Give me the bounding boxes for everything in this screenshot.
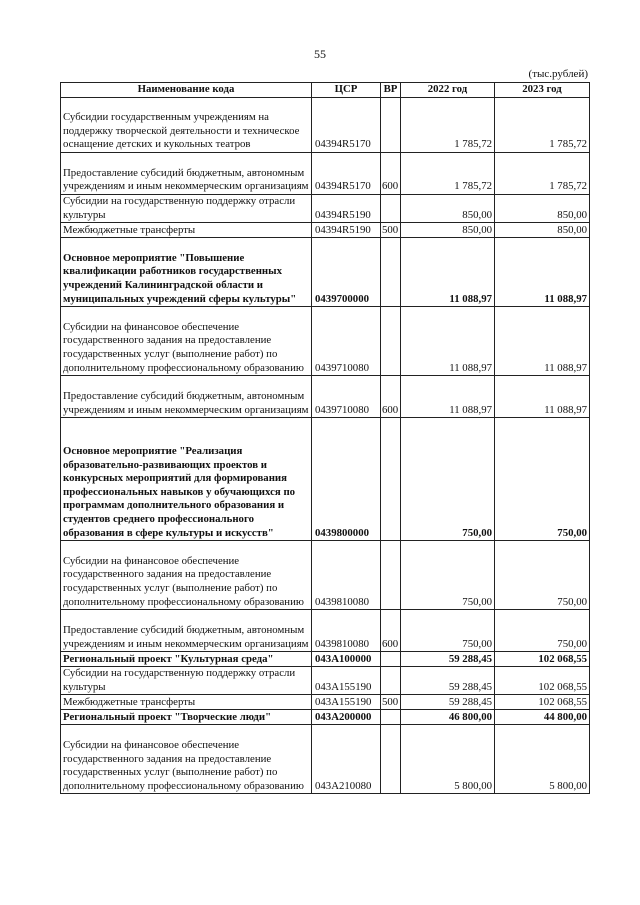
- table-row: [61, 652, 590, 667]
- row-name-cell: Субсидии на государственную поддержку отрасли культуры: [61, 195, 312, 223]
- row-vr-cell: [381, 541, 401, 610]
- row-csr-cell: 04394R5170: [312, 153, 381, 195]
- row-2023-cell: 750,00: [495, 418, 590, 541]
- row-vr-cell: [381, 710, 401, 725]
- header-2023: 2023 год: [495, 83, 590, 98]
- table-row: [61, 710, 590, 725]
- row-2023-cell: 750,00: [495, 541, 590, 610]
- row-csr-cell: 04394R5190: [312, 223, 381, 238]
- table-header-row: [61, 83, 590, 98]
- row-2022-cell: 850,00: [401, 223, 495, 238]
- row-2023-cell: 1 785,72: [495, 153, 590, 195]
- row-vr-cell: [381, 98, 401, 153]
- row-2023-cell: 11 088,97: [495, 376, 590, 418]
- row-name-cell: Межбюджетные трансферты: [61, 223, 312, 238]
- row-vr-cell: [381, 238, 401, 307]
- table-row: [61, 695, 590, 710]
- row-2023-cell: 102 068,55: [495, 667, 590, 695]
- row-2022-cell: 750,00: [401, 418, 495, 541]
- row-name-cell: Основное мероприятие "Реализация образовательно-развивающих проектов и конкурсных мероприятий для формирования профессиональных навыков у обучающихся по программам дополнительного образования и студентов среднего профессионального образования в сфере культуры и искусств": [61, 418, 312, 541]
- row-2022-cell: 59 288,45: [401, 667, 495, 695]
- row-2023-cell: 1 785,72: [495, 98, 590, 153]
- row-2023-cell: 5 800,00: [495, 725, 590, 794]
- row-vr-cell: 500: [381, 223, 401, 238]
- row-2023-cell: 102 068,55: [495, 695, 590, 710]
- table-row: [61, 376, 590, 418]
- table-row: [61, 725, 590, 794]
- table-row: [61, 418, 590, 541]
- row-name-cell: Субсидии на финансовое обеспечение государственного задания на предоставление государственных услуг (выполнение работ) по дополнительному профессиональному образованию: [61, 307, 312, 376]
- row-2022-cell: 59 288,45: [401, 652, 495, 667]
- page-number: 55: [314, 47, 326, 61]
- table-row: [61, 98, 590, 153]
- row-vr-cell: 600: [381, 153, 401, 195]
- row-2022-cell: 750,00: [401, 541, 495, 610]
- row-2022-cell: 850,00: [401, 195, 495, 223]
- row-2023-cell: 11 088,97: [495, 307, 590, 376]
- header-csr: ЦСР: [312, 83, 381, 98]
- row-name-cell: Субсидии на финансовое обеспечение государственного задания на предоставление государственных услуг (выполнение работ) по дополнительному профессиональному образованию: [61, 541, 312, 610]
- row-name-cell: Предоставление субсидий бюджетным, автономным учреждениям и иным некоммерческим организациям: [61, 153, 312, 195]
- row-name-cell: Основное мероприятие "Повышение квалификации работников государственных учреждений Калининградской области и муниципальных учреждений сферы культуры": [61, 238, 312, 307]
- row-2023-cell: 44 800,00: [495, 710, 590, 725]
- row-2022-cell: 59 288,45: [401, 695, 495, 710]
- row-2023-cell: 850,00: [495, 223, 590, 238]
- row-name-cell: Региональный проект "Культурная среда": [61, 652, 312, 667]
- row-vr-cell: [381, 307, 401, 376]
- table-row: [61, 153, 590, 195]
- row-csr-cell: 0439800000: [312, 418, 381, 541]
- row-csr-cell: 0439810080: [312, 610, 381, 652]
- row-2023-cell: 102 068,55: [495, 652, 590, 667]
- table-row: [61, 238, 590, 307]
- row-vr-cell: [381, 195, 401, 223]
- row-2022-cell: 11 088,97: [401, 238, 495, 307]
- row-name-cell: Региональный проект "Творческие люди": [61, 710, 312, 725]
- header-vr: ВР: [381, 83, 401, 98]
- row-vr-cell: [381, 418, 401, 541]
- row-csr-cell: 0439710080: [312, 376, 381, 418]
- row-name-cell: Предоставление субсидий бюджетным, автономным учреждениям и иным некоммерческим организациям: [61, 610, 312, 652]
- table-row: [61, 307, 590, 376]
- row-2022-cell: 46 800,00: [401, 710, 495, 725]
- table-row: [61, 610, 590, 652]
- row-csr-cell: 0439700000: [312, 238, 381, 307]
- units-label: (тыс.рублей): [528, 68, 588, 80]
- row-2022-cell: 11 088,97: [401, 307, 495, 376]
- table-row: [61, 195, 590, 223]
- row-2023-cell: 11 088,97: [495, 238, 590, 307]
- row-2022-cell: 11 088,97: [401, 376, 495, 418]
- row-vr-cell: [381, 652, 401, 667]
- header-2022: 2022 год: [401, 83, 495, 98]
- row-name-cell: Субсидии государственным учреждениям на поддержку творческой деятельности и техническое оснащение детских и кукольных театров: [61, 98, 312, 153]
- row-name-cell: Межбюджетные трансферты: [61, 695, 312, 710]
- row-name-cell: Субсидии на государственную поддержку отрасли культуры: [61, 667, 312, 695]
- row-vr-cell: 600: [381, 610, 401, 652]
- row-vr-cell: 500: [381, 695, 401, 710]
- row-vr-cell: 600: [381, 376, 401, 418]
- row-csr-cell: 0439810080: [312, 541, 381, 610]
- row-csr-cell: 043A100000: [312, 652, 381, 667]
- row-csr-cell: 0439710080: [312, 307, 381, 376]
- table-row: [61, 223, 590, 238]
- row-csr-cell: 04394R5170: [312, 98, 381, 153]
- row-2022-cell: 1 785,72: [401, 98, 495, 153]
- row-csr-cell: 04394R5190: [312, 195, 381, 223]
- budget-table: [60, 82, 590, 794]
- row-2023-cell: 750,00: [495, 610, 590, 652]
- table-row: [61, 541, 590, 610]
- row-2023-cell: 850,00: [495, 195, 590, 223]
- row-2022-cell: 5 800,00: [401, 725, 495, 794]
- row-csr-cell: 043A155190: [312, 695, 381, 710]
- header-name: Наименование кода: [61, 83, 312, 98]
- row-csr-cell: 043A200000: [312, 710, 381, 725]
- row-name-cell: Предоставление субсидий бюджетным, автономным учреждениям и иным некоммерческим организациям: [61, 376, 312, 418]
- row-2022-cell: 750,00: [401, 610, 495, 652]
- row-2022-cell: 1 785,72: [401, 153, 495, 195]
- row-csr-cell: 043A210080: [312, 725, 381, 794]
- row-vr-cell: [381, 667, 401, 695]
- row-name-cell: Субсидии на финансовое обеспечение государственного задания на предоставление государственных услуг (выполнение работ) по дополнительному профессиональному образованию: [61, 725, 312, 794]
- table-row: [61, 667, 590, 695]
- row-vr-cell: [381, 725, 401, 794]
- row-csr-cell: 043A155190: [312, 667, 381, 695]
